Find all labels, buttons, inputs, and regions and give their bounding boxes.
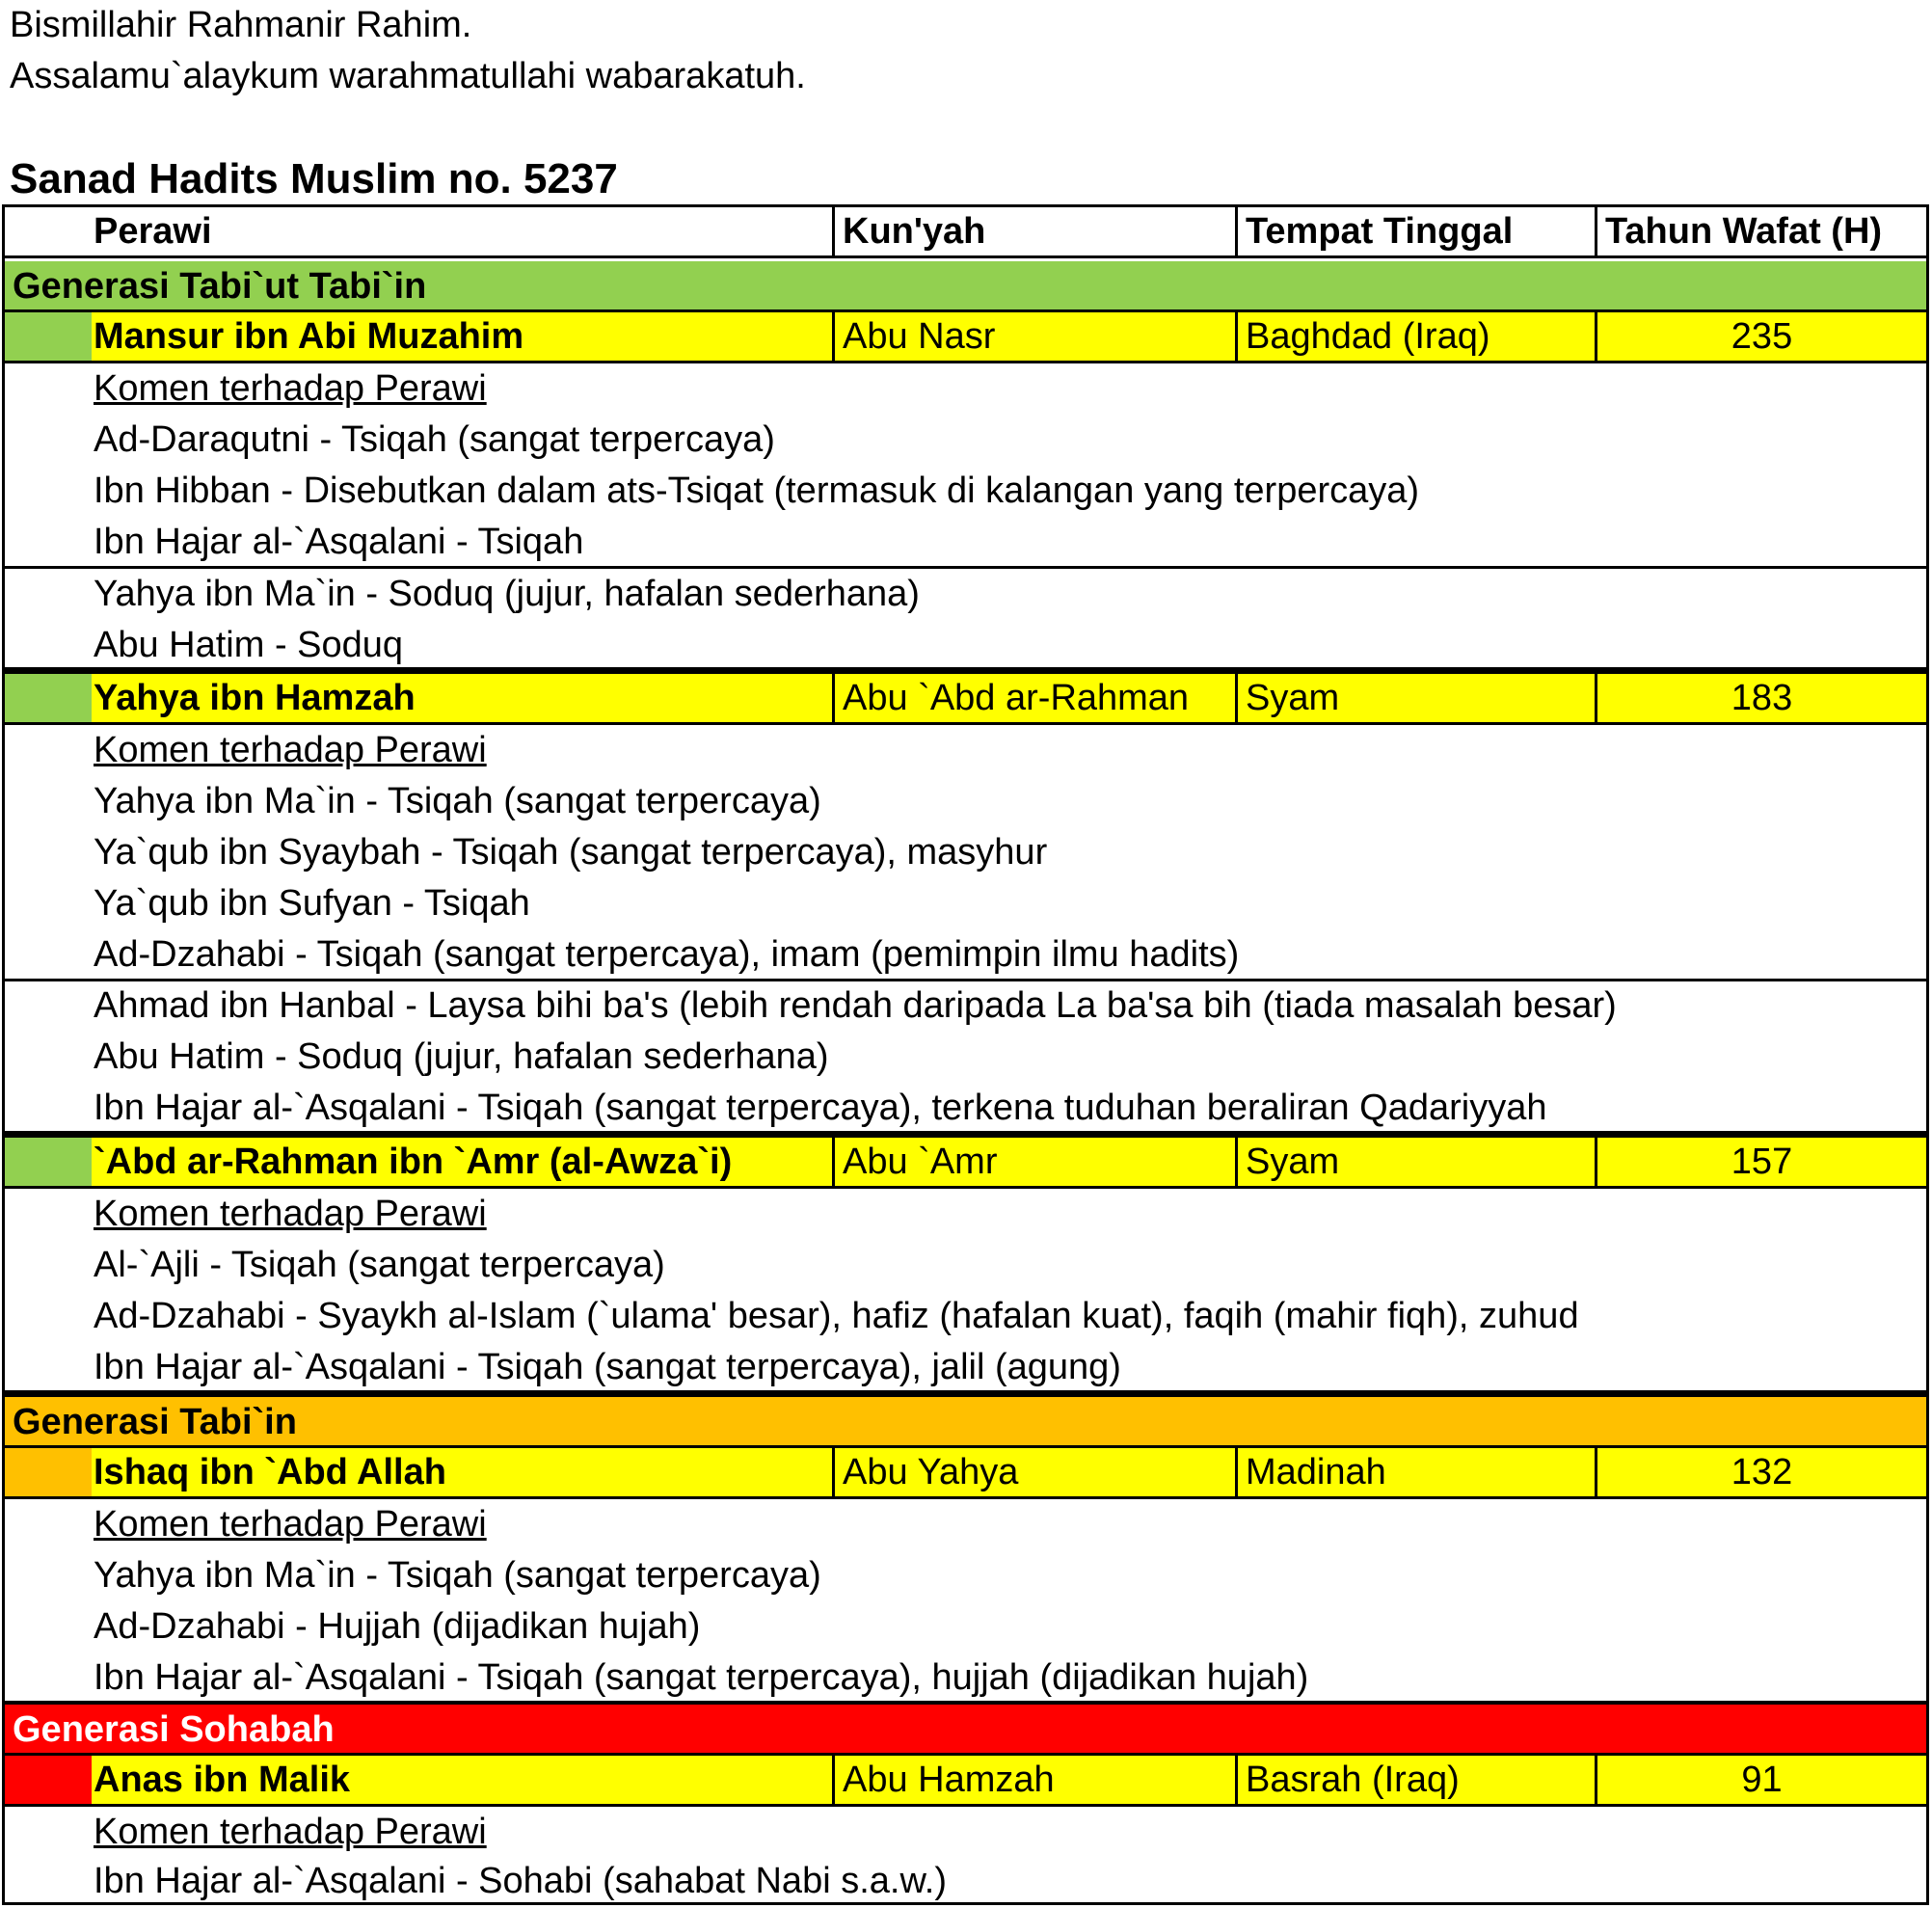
comment-line: Yahya ibn Ma`in - Tsiqah (sangat terpercaya) [94,1555,821,1596]
comment-header: Komen terhadap Perawi [94,730,487,770]
generation-color-swatch [5,1756,92,1804]
intro-line-2: Assalamu`alaykum warahmatullahi wabarakatuh. [10,56,806,96]
comment-line: Ya`qub ibn Syaybah - Tsiqah (sangat terpercaya), masyhur [94,832,1048,873]
narrator-tempat: Syam [1235,1138,1595,1186]
narrator-kunyah: Abu `Amr [832,1138,1235,1186]
comment-line: Ibn Hajar al-`Asqalani - Tsiqah (sangat terpercaya), jalil (agung) [94,1347,1121,1387]
narrator-divider [5,667,1926,674]
narrator-row-ishaq [5,1448,1926,1499]
generation-divider [5,1390,1926,1397]
narrator-wafat: 91 [1595,1756,1926,1804]
comment-header: Komen terhadap Perawi [94,1194,487,1234]
narrator-row-anas [5,1756,1926,1807]
header-tempat-tinggal: Tempat Tinggal [1235,207,1595,255]
narrator-name: Yahya ibn Hamzah [94,678,416,718]
comment-line: Yahya ibn Ma`in - Soduq (jujur, hafalan sederhana) [94,574,920,614]
narrator-name: Mansur ibn Abi Muzahim [94,316,524,357]
narrator-name: Anas ibn Malik [94,1760,351,1800]
generation-color-swatch [5,1448,92,1496]
narrator-kunyah: Abu Nasr [832,312,1235,361]
comment-line: Ibn Hibban - Disebutkan dalam ats-Tsiqat (termasuk di kalangan yang terpercaya) [94,470,1420,511]
generation-sohabah: Generasi Sohabah [5,1705,1926,1756]
narrator-name: Ishaq ibn `Abd Allah [94,1452,446,1492]
comment-line: Ibn Hajar al-`Asqalani - Tsiqah [94,522,584,562]
comment-line: Ad-Dzahabi - Tsiqah (sangat terpercaya), imam (pemimpin ilmu hadits) [94,934,1240,975]
comment-line: Ya`qub ibn Sufyan - Tsiqah [94,883,530,924]
comment-line: Ibn Hajar al-`Asqalani - Sohabi (sahabat Nabi s.a.w.) [94,1861,948,1901]
narrator-tempat: Baghdad (Iraq) [1235,312,1595,361]
intro-line-1: Bismillahir Rahmanir Rahim. [10,5,472,45]
generation-color-swatch [5,1138,92,1186]
narrator-wafat: 157 [1595,1138,1926,1186]
narrator-tempat: Madinah [1235,1448,1595,1496]
comment-line: Yahya ibn Ma`in - Tsiqah (sangat terpercaya) [94,781,821,821]
sanad-table [2,204,1929,1905]
comment-line: Abu Hatim - Soduq [94,625,404,665]
narrator-kunyah: Abu `Abd ar-Rahman [832,674,1235,722]
generation-tabiut-tabiin: Generasi Tabi`ut Tabi`in [5,261,1926,312]
comment-line: Al-`Ajli - Tsiqah (sangat terpercaya) [94,1245,665,1285]
comment-line: Ad-Dzahabi - Hujjah (dijadikan hujah) [94,1606,701,1647]
comment-line: Ibn Hajar al-`Asqalani - Tsiqah (sangat terpercaya), hujjah (dijadikan hujah) [94,1657,1309,1698]
narrator-tempat: Basrah (Iraq) [1235,1756,1595,1804]
narrator-wafat: 132 [1595,1448,1926,1496]
narrator-row-yahya [5,674,1926,725]
comment-line: Ahmad ibn Hanbal - Laysa bihi ba's (lebih rendah daripada La ba'sa bih (tiada masalah besar) [94,985,1617,1026]
narrator-name: `Abd ar-Rahman ibn `Amr (al-Awza`i) [94,1142,733,1182]
comment-line: Ibn Hajar al-`Asqalani - Tsiqah (sangat terpercaya), terkena tuduhan beraliran Qadariyyah [94,1088,1547,1128]
comment-line: Abu Hatim - Soduq (jujur, hafalan sederhana) [94,1036,829,1077]
table-header-row [5,207,1926,258]
comment-header: Komen terhadap Perawi [94,1504,487,1545]
narrator-kunyah: Abu Yahya [832,1448,1235,1496]
narrator-wafat: 235 [1595,312,1926,361]
page-title: Sanad Hadits Muslim no. 5237 [10,155,618,202]
generation-tabiin: Generasi Tabi`in [5,1397,1926,1448]
generation-color-swatch [5,312,92,361]
header-perawi: Perawi [94,211,212,252]
comment-header: Komen terhadap Perawi [94,368,487,409]
narrator-row-awzai [5,1138,1926,1189]
generation-color-swatch [5,674,92,722]
narrator-tempat: Syam [1235,674,1595,722]
narrator-row-mansur [5,312,1926,363]
comment-line: Ad-Daraqutni - Tsiqah (sangat terpercaya) [94,419,775,460]
header-kunyah: Kun'yah [832,207,1235,255]
narrator-kunyah: Abu Hamzah [832,1756,1235,1804]
narrator-wafat: 183 [1595,674,1926,722]
narrator-divider [5,1131,1926,1138]
header-tahun-wafat: Tahun Wafat (H) [1595,207,1926,255]
comment-line: Ad-Dzahabi - Syaykh al-Islam (`ulama' besar), hafiz (hafalan kuat), faqih (mahir fiqh), zuhud [94,1296,1579,1336]
comment-header: Komen terhadap Perawi [94,1812,487,1852]
